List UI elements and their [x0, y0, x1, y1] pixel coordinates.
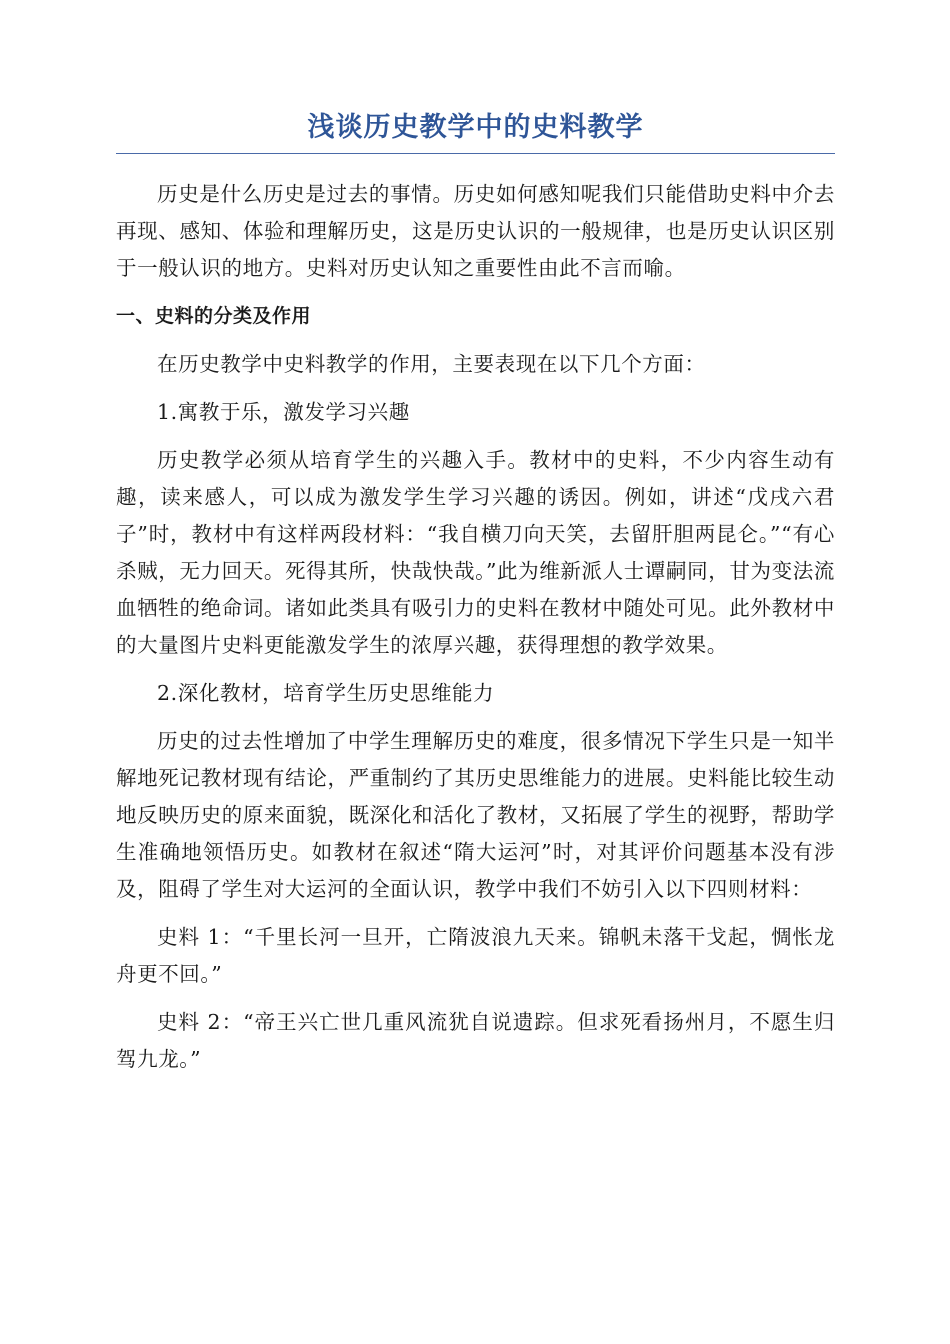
point-2-paragraph: 历史的过去性增加了中学生理解历史的难度，很多情况下学生只是一知半解地死记教材现有结论，严重制约了其历史思维能力的进展。史料能比较生动地反映历史的原来面貌，既深化和活化了教材，又拓展了学生的视野，帮助学生准确地领悟历史。如教材在叙述“隋大运河”时，对其评价问题基本没有涉及，阻碍了学生对大运河的全面认识，教学中我们不妨引入以下四则材料：	[116, 729, 835, 901]
point-2-title: 2.深化教材，培育学生历史思维能力	[157, 681, 495, 705]
point-1-title: 1.寓教于乐，激发学习兴趣	[157, 400, 410, 424]
document-page	[116, 108, 835, 1089]
document-title: 浅谈历史教学中的史料教学	[116, 108, 835, 154]
intro-paragraph: 历史是什么历史是过去的事情。历史如何感知呢我们只能借助史料中介去再现、感知、体验和理解历史，这是历史认识的一般规律，也是历史认识区别于一般认识的地方。史料对历史认知之重要性由此不言而喻。	[116, 182, 835, 280]
section-lead-paragraph: 在历史教学中史料教学的作用，主要表现在以下几个方面：	[157, 352, 706, 376]
source-1-paragraph: 史料 1：“千里长河一旦开，亡隋波浪九天来。锦帆未落干戈起，惆怅龙舟更不回。”	[116, 925, 835, 986]
section-heading: 一、史料的分类及作用	[116, 305, 312, 327]
point-1-paragraph: 历史教学必须从培育学生的兴趣入手。教材中的史料，不少内容生动有趣，读来感人，可以成为激发学生学习兴趣的诱因。例如，讲述“戊戌六君子”时，教材中有这样两段材料：“我自横刀向天笑，去留肝胆两昆仑。”“有心杀贼，无力回天。死得其所，快哉快哉。”此为维新派人士谭嗣同，甘为变法流血牺牲的绝命词。诸如此类具有吸引力的史料在教材中随处可见。此外教材中的大量图片史料更能激发学生的浓厚兴趣，获得理想的教学效果。	[116, 448, 835, 657]
source-2-paragraph: 史料 2：“帝王兴亡世几重风流犹自说遗踪。但求死看扬州月，不愿生归驾九龙。”	[116, 1010, 835, 1071]
